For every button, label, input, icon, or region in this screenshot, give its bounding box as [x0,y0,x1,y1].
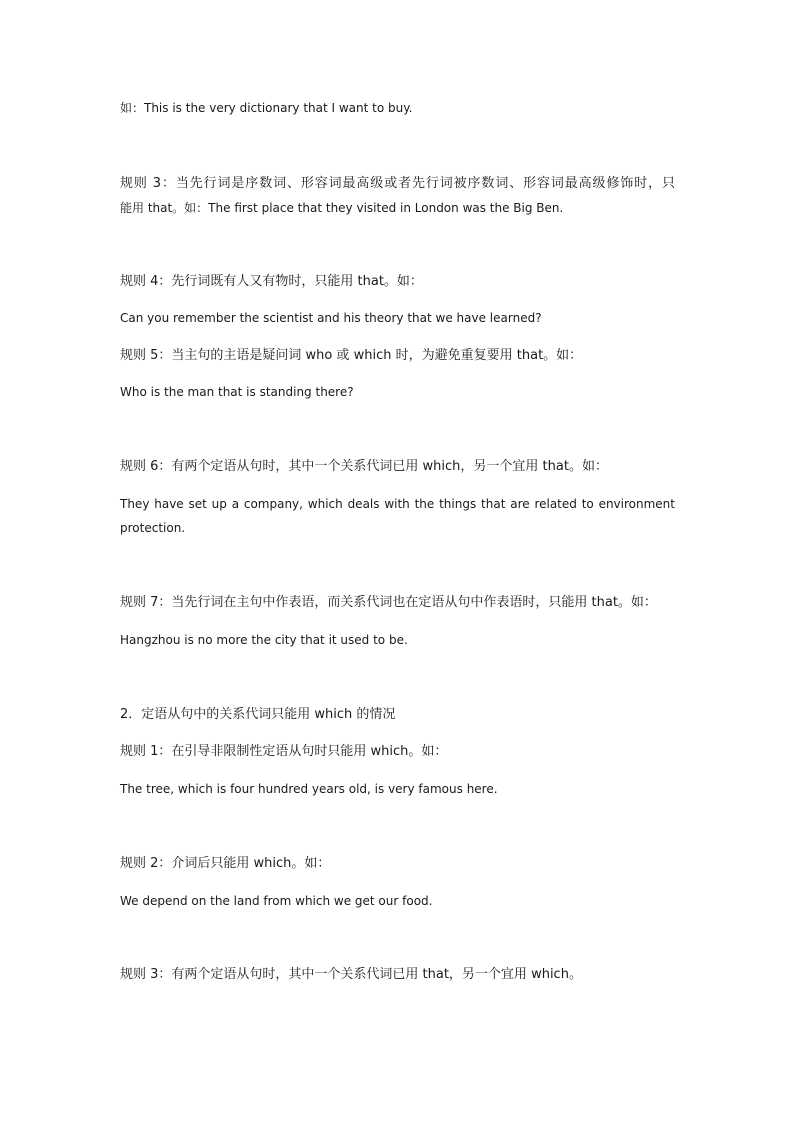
rule-2-which-preposition: 规则 2：介词后只能用 which。如： [120,856,331,871]
example-company-line1: They have set up a company, which deals with the things that are related to environment [120,497,675,511]
example-that-dictionary: 如：This is the very dictionary that I want to buy. [120,101,413,115]
example-man-standing: Who is the man that is standing there? [120,385,354,399]
example-scientist-theory: Can you remember the scientist and his theory that we have learned? [120,311,542,325]
rule-7-that-predicative: 规则 7：当先行词在主句中作表语，而关系代词也在定语从句中作表语时，只能用 that。如： [120,595,657,610]
rule-4-that-person-thing: 规则 4：先行词既有人又有物时，只能用 that。如： [120,274,423,289]
example-hangzhou: Hangzhou is no more the city that it used to be. [120,633,408,647]
section-heading-which-only: 2．定语从句中的关系代词只能用 which 的情况 [120,707,396,722]
rule-1-which-nonrestrictive: 规则 1：在引导非限制性定语从句时只能用 which。如： [120,744,448,759]
rule-3-that-ordinal-line2: 能用 that。如：The first place that they visited in London was the Big Ben. [120,201,564,215]
example-land-food: We depend on the land from which we get our food. [120,894,433,908]
rule-3-which-two-clauses: 规则 3：有两个定语从句时，其中一个关系代词已用 that，另一个宜用 which。 [120,967,582,982]
rule-3-that-ordinal-line1: 规则 3：当先行词是序数词、形容词最高级或者先行词被序数词、形容词最高级修饰时，只 [120,176,675,191]
rule-6-that-two-clauses: 规则 6：有两个定语从句时，其中一个关系代词已用 which，另一个宜用 that。如： [120,459,608,474]
example-tree: The tree, which is four hundred years old, is very famous here. [120,782,498,796]
example-company-line2: protection. [120,521,186,535]
rule-5-that-question-word: 规则 5：当主句的主语是疑问词 who 或 which 时，为避免重复要用 that。如： [120,348,583,363]
